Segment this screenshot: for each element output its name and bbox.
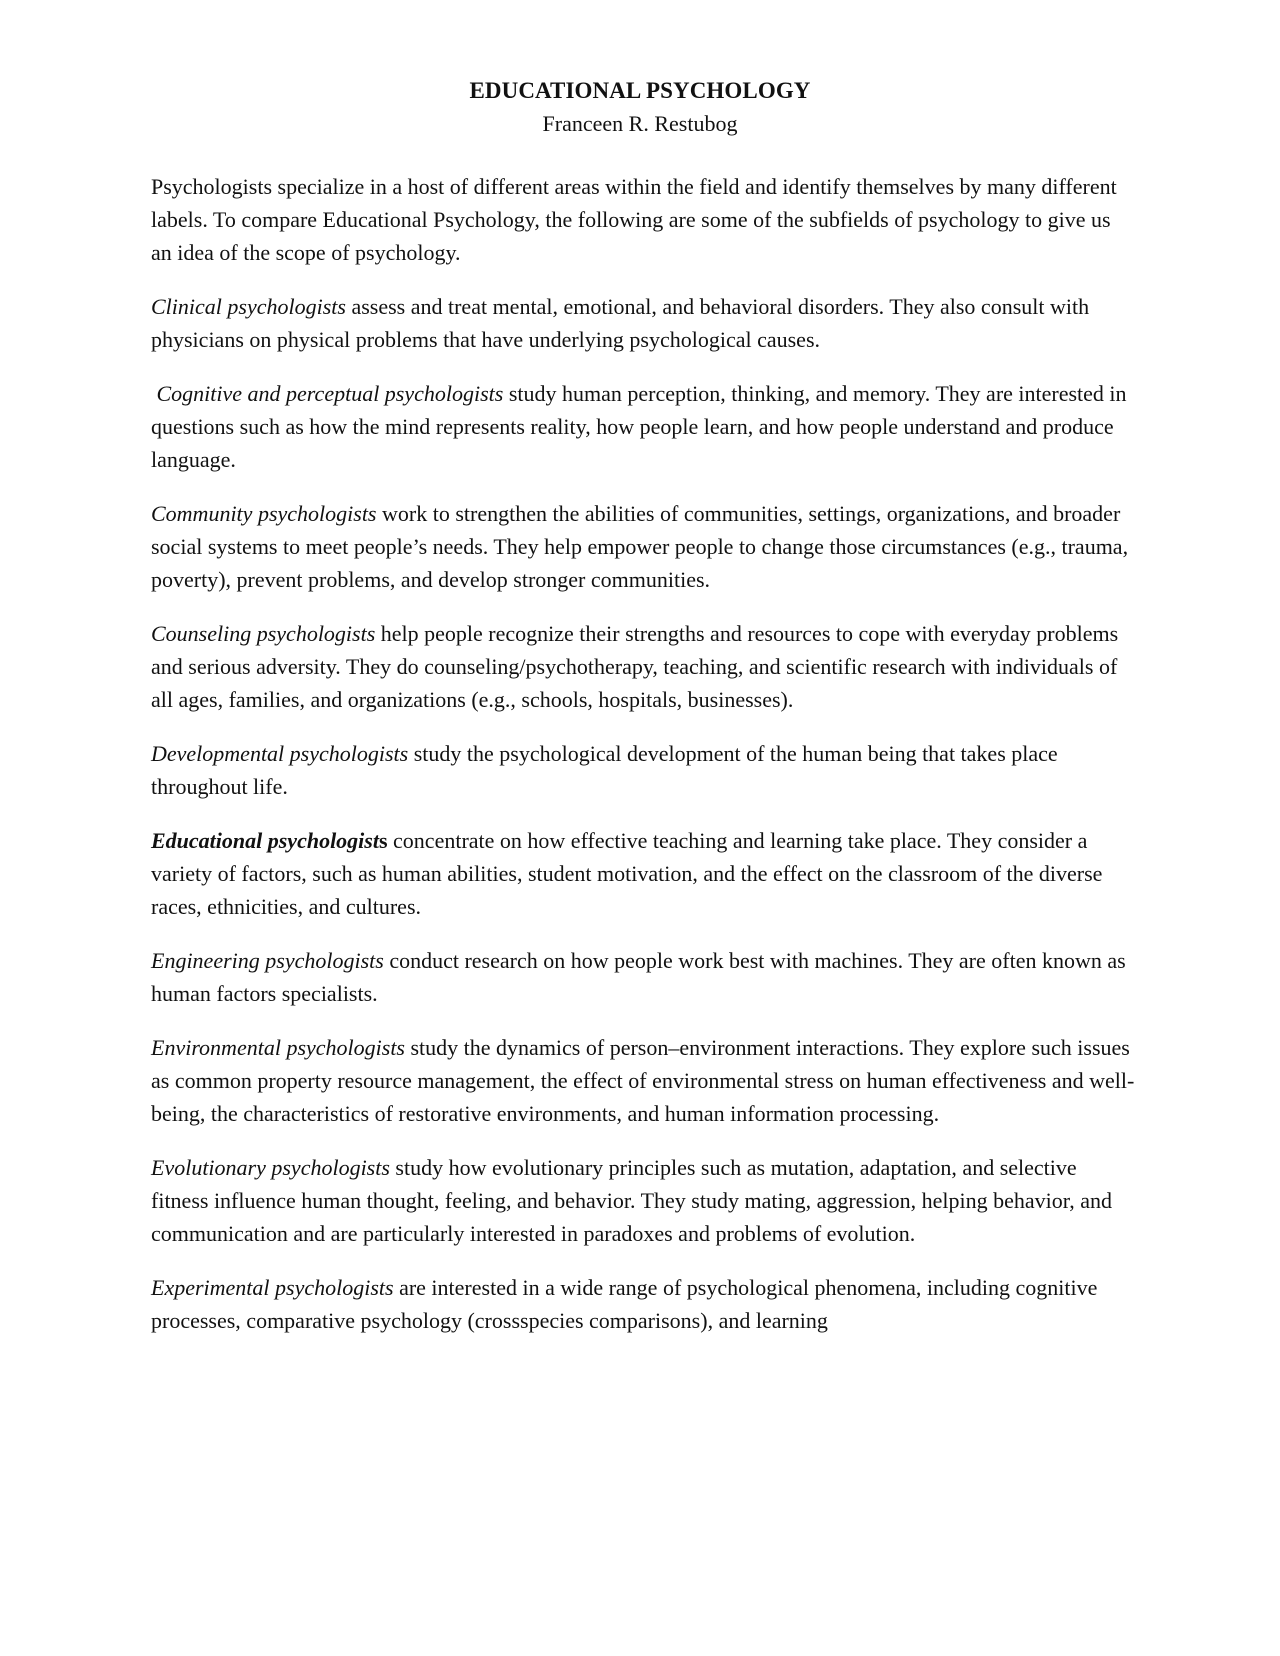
entry-text: study the dynamics of person–environment interactions. They explore such issues as common property resource management, the effect of environmental stress on human effectiveness and well-being, the characteristics of restorative environments, and human information processing. <box>151 1035 1135 1126</box>
entry-engineering <box>151 944 1136 1010</box>
entry-text: are interested in a wide range of psychological phenomena, including cognitive processes, comparative psychology (crossspecies comparisons), and learning <box>151 1275 1098 1333</box>
entry-text: conduct research on how people work best with machines. They are often known as human factors specialists. <box>151 948 1126 1006</box>
entry-term: Evolutionary psychologists <box>151 1155 390 1180</box>
document-author: Franceen R. Restubog <box>542 111 738 136</box>
entry-evolutionary <box>151 1151 1136 1250</box>
entry-experimental <box>151 1271 1136 1337</box>
entry-term-suffix: s <box>378 828 388 853</box>
entry-educational <box>151 824 1136 923</box>
entry-counseling <box>151 617 1136 716</box>
entry-term: Environmental psychologists <box>151 1035 405 1060</box>
entry-text: work to strengthen the abilities of communities, settings, organizations, and broader social systems to meet people’s needs. They help empower people to change those circumstances (e.g., trauma, poverty), prevent problems, and develop stronger communities. <box>151 501 1129 592</box>
entry-term: Engineering psychologists <box>151 948 384 973</box>
entry-text: help people recognize their strengths and resources to cope with everyday problems and serious adversity. They do counseling/psychotherapy, teaching, and scientific research with individuals of all ages, families, and organizations (e.g., schools, hospitals, businesses). <box>151 621 1119 712</box>
entry-term: Community psychologists <box>151 501 377 526</box>
entry-term: Educational psychologist <box>151 828 379 853</box>
intro-paragraph: Psychologists specialize in a host of different areas within the field and identify themselves by many different labels. To compare Educational Psychology, the following are some of the subfields of psychology to give us an idea of the scope of psychology. <box>151 174 1117 265</box>
entry-text: study human perception, thinking, and memory. They are interested in questions such as how the mind represents reality, how people learn, and how people understand and produce language. <box>151 381 1127 472</box>
entry-text: study how evolutionary principles such as mutation, adaptation, and selective fitness influence human thought, feeling, and behavior. They study mating, aggression, helping behavior, and communication and are particularly interested in paradoxes and problems of evolution. <box>151 1155 1112 1246</box>
entry-term: Experimental psychologists <box>151 1275 394 1300</box>
entry-text: concentrate on how effective teaching and learning take place. They consider a variety of factors, such as human abilities, student motivation, and the effect on the classroom of the diverse races, ethnicities, and cultures. <box>151 828 1103 919</box>
entry-cognitive <box>151 377 1136 476</box>
entry-term: Developmental psychologists <box>151 741 409 766</box>
entry-text: study the psychological development of the human being that takes place throughout life. <box>151 741 1058 799</box>
document-title: EDUCATIONAL PSYCHOLOGY <box>469 78 811 103</box>
entry-environmental <box>151 1031 1136 1130</box>
document-body <box>151 170 1136 1358</box>
entry-text: assess and treat mental, emotional, and behavioral disorders. They also consult with physicians on physical problems that have underlying psychological causes. <box>151 294 1090 352</box>
entry-developmental <box>151 737 1136 803</box>
entry-community <box>151 497 1136 596</box>
entry-clinical <box>151 290 1136 356</box>
entry-term: Counseling psychologists <box>151 621 376 646</box>
entry-term: Cognitive and perceptual psychologists <box>151 381 504 406</box>
entry-term: Clinical psychologists <box>151 294 346 319</box>
